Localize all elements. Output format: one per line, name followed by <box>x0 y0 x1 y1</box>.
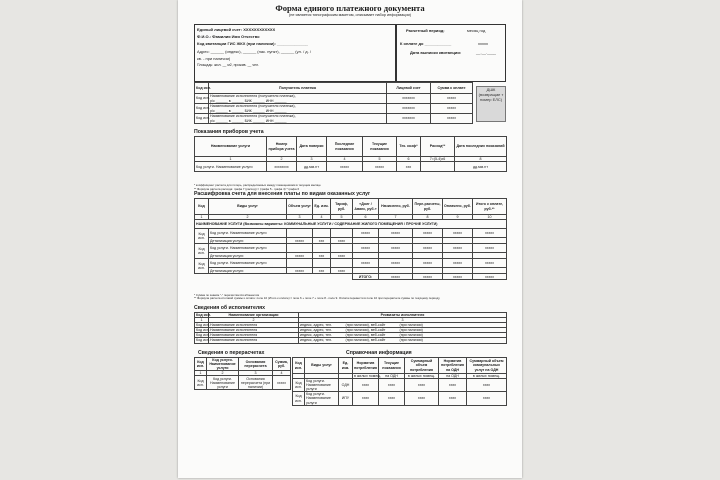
calc-service: Код услуги. Наименование услуги <box>209 244 287 253</box>
calc-num: 2 <box>209 215 287 220</box>
exec-code: Код исп. <box>196 323 210 328</box>
calc-paid: ххххх <box>443 229 473 238</box>
meters-table <box>194 136 507 172</box>
recipient-details: р/с ______ в ______ БИК ______ ИНН ______ <box>210 118 287 123</box>
recalc-reason: Основания перерасчета (при наличии) <box>239 376 273 390</box>
recipient-sum: ххххх <box>431 104 473 114</box>
document-title: Форма единого платежного документа <box>275 3 425 13</box>
issue-value: __.__.____ <box>476 50 497 55</box>
calc-tariff: хххх <box>331 253 353 259</box>
ref-val: хххх <box>379 379 405 392</box>
executors-table <box>194 312 507 344</box>
meter-num: 2 <box>267 157 297 162</box>
recalcs-table <box>194 357 291 390</box>
calc-tariff <box>331 229 353 238</box>
ref-val: хххх <box>405 392 439 405</box>
calc-paid: ххххх <box>443 244 473 253</box>
recipient-name <box>209 104 387 114</box>
calc-table <box>194 198 507 280</box>
calc-accrued: ххххх <box>379 244 413 253</box>
calc-unit <box>313 244 331 253</box>
ref-col-unit: Ед. изм. <box>339 358 353 374</box>
reference-table <box>292 357 507 406</box>
calc-unit: ххх <box>313 253 331 259</box>
ref-val: хххх <box>353 392 379 405</box>
ref-col-norm: Норматив потребления <box>353 358 379 374</box>
calc-detail: Детализация услуги <box>209 268 287 274</box>
exec-num: 3 <box>299 318 507 323</box>
calc-col-debt: «Долг /Аванс, руб.» <box>353 199 379 215</box>
ref-col-current: Текущие показания <box>379 358 405 374</box>
calc-col-volume: Объем услуг <box>287 199 313 215</box>
meter-col-coef: Тек. коэф* <box>397 137 421 157</box>
table-row <box>293 392 507 405</box>
exec-name: Наименование исполнителя <box>209 328 299 333</box>
meters-note-1: * коэффициент расчета для потерь, распределяемых между помещениями в текущем месяце <box>194 183 321 187</box>
calc-code: Код исп. <box>195 229 209 244</box>
calc-tariff: хххх <box>331 268 353 274</box>
barcode-stamp <box>476 86 506 122</box>
exec-req-3: (при наличии) <box>399 333 507 338</box>
gis-code-line: Код квитанции ГИС ЖКХ (при наличии): ______________ <box>197 41 309 46</box>
table-row <box>195 162 507 172</box>
calc-col-service: Виды услуг <box>209 199 287 215</box>
ref-service: Код услуги. Наименование услуги <box>305 379 339 392</box>
recalc-num: 2 <box>207 371 239 376</box>
calc-total-label: ИТОГО: <box>353 274 379 280</box>
meter-col-current: Текущие показания <box>363 137 397 157</box>
ref-col-volume: Суммарный объем потребления <box>405 358 439 374</box>
ref-val: хххх <box>439 392 467 405</box>
recalc-col-code: Код исп. <box>195 358 207 371</box>
calc-total-recalc: ххххх <box>413 274 443 280</box>
recipient-name-text: Наименование исполнителя (получателя платежа), <box>210 104 296 109</box>
exec-col-code: Код исп. <box>196 313 211 317</box>
due-label: К оплате до ____________ <box>400 41 452 46</box>
ref-col-norm-odn: Норматив потребления на ОДН <box>439 358 467 374</box>
recipient-account: ххххххх <box>387 94 431 104</box>
col-account: Лицевой счет <box>387 83 431 94</box>
exec-req-1: индекс, адрес, тел. <box>299 328 345 333</box>
ref-sub: в жилых помещ. <box>467 374 507 379</box>
calc-total-row <box>195 274 507 280</box>
calc-total-total: ххххх <box>473 274 507 280</box>
calc-tariff <box>331 244 353 253</box>
exec-req-1: индекс, адрес, тел. <box>299 338 345 343</box>
calc-volume <box>287 229 313 238</box>
calc-col-code: Код <box>195 199 209 215</box>
recipient-code: Код исп. <box>195 104 209 114</box>
calc-note-2: ** Формула расчета итоговой суммы к оплате: поле 10 (Итого к оплате) = поле 6 + поле 7 + поле 8 - поле 9. Оплата перевести в поле 10 при перерасчете суммы по текущему периоду <box>194 296 440 300</box>
table-row <box>195 104 473 114</box>
address-line-1: Адрес: ______ (индекс), ______ (нас. пункт), ______ (ул. / д. / <box>197 49 311 54</box>
exec-col-req: Реквизиты исполнителя <box>299 313 507 318</box>
ref-sub: на ОДН <box>379 374 405 379</box>
exec-req-1: индекс, адрес, тел. <box>299 323 345 328</box>
table-row <box>195 244 507 253</box>
ref-col-code: Код исп. <box>293 358 305 374</box>
meter-usage <box>421 162 455 172</box>
calc-unit: ххх <box>313 268 331 274</box>
meter-col-service: Наименование услуги <box>195 137 267 157</box>
recipient-code: Код исп. <box>195 114 209 124</box>
meter-last: ххххх <box>327 162 363 172</box>
ref-col-volume-odn: Суммарный объем коммунальных услуг на ОДН <box>467 358 507 374</box>
reference-title: Справочная информация <box>346 350 412 356</box>
ref-code: Код исп. <box>293 379 305 392</box>
ref-unit: ИПУ <box>339 392 353 405</box>
meter-col-usage: Расход** <box>421 137 455 157</box>
calc-num: 1 <box>195 215 209 220</box>
calc-num: 4 <box>313 215 331 220</box>
exec-req-2: (при наличии), веб-сайт <box>345 328 399 333</box>
meter-num: 6 <box>397 157 421 162</box>
due-value: ххххх <box>478 41 488 46</box>
meter-service: Код услуги. Наименование услуги <box>195 162 267 172</box>
meter-number: хххххххх <box>267 162 297 172</box>
recalc-num: 3 <box>239 371 273 376</box>
recipient-account: ххххххх <box>387 114 431 124</box>
recalc-sum: ххххх <box>273 376 291 390</box>
calc-note-1: * Сумма по знаком "-" перечисляется абонентом <box>194 293 260 297</box>
col-recipient: Получатель платежа <box>209 83 387 94</box>
document-subtitle: (не является типографским макетом, описывает набор информации) <box>289 13 411 17</box>
calc-num: 8 <box>413 215 443 220</box>
calc-unit <box>313 259 331 268</box>
payment-document <box>178 0 522 478</box>
calc-recalc: ххххх <box>413 244 443 253</box>
calc-tariff <box>331 259 353 268</box>
account-line: Единый лицевой счет: ХХХХХХХХХХХХ <box>197 27 276 32</box>
area-line: Площадь: жил. __ м2, прожив. __ чел. <box>197 63 260 67</box>
recipient-details: р/с ______ в ______ БИК ______ ИНН ______ <box>210 108 287 113</box>
meter-num: 1 <box>195 157 267 162</box>
meter-col-check-date: Дата поверки <box>297 137 327 157</box>
calc-num: 10 <box>473 215 507 220</box>
calc-accrued: ххххх <box>379 229 413 238</box>
ref-val: хххх <box>467 392 507 405</box>
exec-num: 1 <box>195 318 209 323</box>
meter-num: 8 <box>455 157 507 162</box>
calc-col-recalc: Пере-расчеты, руб. <box>413 199 443 215</box>
ref-val: хххх <box>405 379 439 392</box>
calc-paid: ххххх <box>443 259 473 268</box>
exec-num: 2 <box>209 318 299 323</box>
exec-name: Наименование исполнителя <box>209 338 299 343</box>
calc-debt: ххххх <box>353 244 379 253</box>
calc-debt: ххххх <box>353 259 379 268</box>
issue-label: Дата выписки квитанции: <box>410 50 462 55</box>
calc-tariff: хххх <box>331 238 353 244</box>
table-row <box>195 229 507 238</box>
meter-check-date: дд.мм.ггг <box>297 162 327 172</box>
meter-col-last-date: Дата последних показаний <box>455 137 507 157</box>
calc-recalc: ххххх <box>413 259 443 268</box>
calc-volume <box>287 259 313 268</box>
recipient-name <box>209 94 387 104</box>
calc-num: 9 <box>443 215 473 220</box>
calc-volume: ххххх <box>287 253 313 259</box>
table-row <box>293 379 507 392</box>
calc-num: 7 <box>379 215 413 220</box>
calc-accrued: ххххх <box>379 259 413 268</box>
calc-code: Код исп. <box>195 259 209 274</box>
calc-title: Расшифровка счета для внесения платы по видам оказанных услуг <box>194 191 371 197</box>
recipient-name-text: Наименование исполнителя (получателя платежа), <box>210 114 296 119</box>
exec-req-2: (при наличии), веб-сайт <box>345 338 399 343</box>
address-line-2: кв. - при наличии) <box>197 56 231 61</box>
barcode-stamp-text: ДШК (возвращае т номер ЕЛС) <box>478 87 504 102</box>
calc-total: ххххх <box>473 259 507 268</box>
ref-service: Код услуги. Наименование услуги <box>305 392 339 405</box>
meter-num: 3 <box>297 157 327 162</box>
calc-col-accrued: Начислено, руб. <box>379 199 413 215</box>
period-label: Расчетный период: <box>406 28 445 33</box>
exec-col-org: Наименование организации <box>209 313 299 318</box>
exec-req-2: (при наличии), веб-сайт <box>345 323 399 328</box>
ref-val: хххх <box>467 379 507 392</box>
meter-col-last: Последние показания <box>327 137 363 157</box>
col-sum: Сумма к оплате <box>431 83 473 94</box>
calc-detail: Детализация услуги <box>209 238 287 244</box>
calc-col-tariff: Тариф, руб. <box>331 199 353 215</box>
meter-num: 4 <box>327 157 363 162</box>
recalc-code: Код исп. <box>195 376 207 390</box>
recalcs-title: Сведения о перерасчетах <box>198 350 265 356</box>
recipient-details: р/с ______ в ______ БИК ______ ИНН ______ <box>210 98 287 103</box>
recalc-col-sum: Сумма, руб. <box>273 358 291 371</box>
table-row <box>195 114 473 124</box>
meter-last-date: дд.мм.ггг <box>455 162 507 172</box>
ref-sub: на ОДН <box>439 374 467 379</box>
calc-total-spacer <box>195 274 353 280</box>
exec-name: Наименование исполнителя <box>209 323 299 328</box>
table-row <box>195 376 291 390</box>
meter-col-number: Номер прибора учета <box>267 137 297 157</box>
calc-total: ххххх <box>473 229 507 238</box>
table-row <box>195 338 507 343</box>
calc-volume: ххххх <box>287 268 313 274</box>
meter-current: ххххх <box>363 162 397 172</box>
recalc-num: 4 <box>273 371 291 376</box>
meter-num: 7=(5-4)х6 <box>421 157 455 162</box>
calc-volume <box>287 244 313 253</box>
exec-code: Код исп. <box>196 333 210 338</box>
calc-num: 6 <box>353 215 379 220</box>
exec-req-2: (при наличии), веб-сайт <box>345 333 399 338</box>
calc-detail: Детализация услуги <box>209 253 287 259</box>
table-row <box>195 259 507 268</box>
recipient-sum: ххххх <box>431 114 473 124</box>
calc-service: Код услуги. Наименование услуги <box>209 259 287 268</box>
recipients-table <box>194 82 473 124</box>
ref-col-service: Виды услуг <box>305 358 339 374</box>
calc-num: 5 <box>331 215 353 220</box>
recipient-account: ххххххх <box>387 104 431 114</box>
exec-code: Код исп. <box>196 328 210 333</box>
calc-group-heading: НАИМЕНОВАНИЕ УСЛУГИ (Возможны варианты: КОММУНАЛЬНЫЕ УСЛУГИ / СОДЕРЖАНИЕ ЖИЛОГО ПОМЕЩЕНИЯ / ПРОЧИЕ УСЛУГИ) <box>195 220 507 229</box>
period-value: месяц год <box>467 28 486 33</box>
calc-unit <box>313 229 331 238</box>
ref-code: Код исп. <box>293 392 305 405</box>
calc-debt: ххххх <box>353 229 379 238</box>
calc-total-accrued: ххххх <box>379 274 413 280</box>
ref-val: хххх <box>439 379 467 392</box>
meters-note-2: ** Формула расчета расхода: графа 7 (расход) = (графа 5 - графа 4) * графа 6 <box>194 187 300 191</box>
ref-val: хххх <box>353 379 379 392</box>
recalc-num: 1 <box>195 371 207 376</box>
recipient-name <box>209 114 387 124</box>
calc-unit: ххх <box>313 238 331 244</box>
calc-col-paid: Оплачено, руб. <box>443 199 473 215</box>
calc-code: Код исп. <box>195 244 209 259</box>
table-row <box>195 94 473 104</box>
calc-service: Код услуги. Наименование услуги <box>209 229 287 238</box>
ref-val: хххх <box>379 392 405 405</box>
meters-title: Показания приборов учета <box>194 129 264 135</box>
ref-unit: ОДН <box>339 379 353 392</box>
exec-req-3: (при наличии) <box>399 323 507 328</box>
calc-num: 3 <box>287 215 313 220</box>
executors-title: Сведения об исполнителях <box>194 305 266 311</box>
exec-req-1: индекс, адрес, тел. <box>299 333 345 338</box>
recalc-col-reason: Основания перерасчета <box>239 358 273 371</box>
exec-req-3: (при наличии) <box>399 328 507 333</box>
calc-col-total: Итого к оплате, руб.** <box>473 199 507 215</box>
meter-coef: ххх <box>397 162 421 172</box>
recipient-code: Код исп. <box>195 94 209 104</box>
meter-num: 5 <box>363 157 397 162</box>
recipient-sum: ххххх <box>431 94 473 104</box>
calc-total: ххххх <box>473 244 507 253</box>
calc-total-paid: ххххх <box>443 274 473 280</box>
calc-volume: ххххх <box>287 238 313 244</box>
exec-code: Код исп. <box>196 338 210 343</box>
exec-name: Наименование исполнителя <box>209 333 299 338</box>
exec-req-3: (при наличии) <box>399 338 507 343</box>
recipient-name-text: Наименование исполнителя (получателя платежа), <box>210 94 296 99</box>
recalc-service: Код услуги. Наименование услуги <box>207 376 239 390</box>
col-code: Код исп. <box>195 83 209 94</box>
fio-line: Ф.И.О.: Фамилия Имя Отчество <box>197 34 260 39</box>
calc-recalc: ххххх <box>413 229 443 238</box>
ref-sub: в жилых помещ. <box>354 374 382 378</box>
ref-sub: в жилых помещ. <box>405 374 439 379</box>
calc-col-unit: Ед. изм. <box>313 199 331 215</box>
recalc-col-service: Код услуги. Наименование услуги <box>207 358 239 371</box>
